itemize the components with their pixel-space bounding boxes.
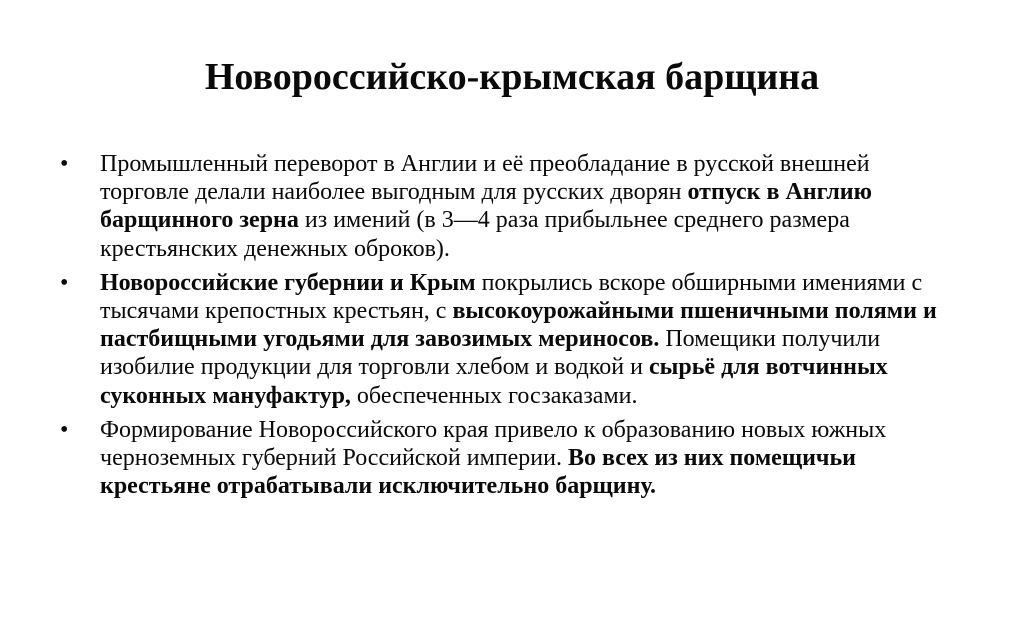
text-segment: Помещики получили изобилие продукции для торговли хлебом и водкой и: [100, 326, 881, 381]
bullet-item: [48, 150, 948, 263]
text-segment: Формирование Новороссийского края привело к образованию новых южных черноземных губерний Российской империи.: [100, 416, 887, 472]
bullet-marker-icon: •: [60, 269, 69, 296]
slide-title: Новороссийско-крымская барщина: [204, 56, 820, 98]
bullet-marker-icon: •: [60, 416, 69, 443]
bold-text-segment: Во всех из них помещичьи крестьяне отрабатывали исключительно барщину.: [100, 445, 856, 500]
text-segment: из имений (в 3—4 раза прибыльнее среднего размера крестьянских денежных оброков).: [100, 207, 850, 262]
bullet-marker-icon: •: [60, 151, 69, 177]
text-segment: Промышленный переворот в Англии и её преобладание в русской внешней торговле делали наиболее выгодным для русских дворян: [100, 151, 870, 206]
bold-text-segment: Новороссийские губернии и Крым: [100, 269, 476, 296]
bullet-item: [48, 269, 948, 410]
bullet-item: [48, 416, 948, 501]
text-segment: обеспеченных госзаказами.: [350, 382, 638, 409]
bullet-text: [100, 151, 872, 262]
bold-text-segment: отпуск в Англию барщинного зерна: [100, 179, 872, 234]
bold-text-segment: высокоурожайными пшеничными полями и пастбищными угодьями для завозимых мериносов.: [100, 298, 937, 353]
bullet-text: [100, 270, 937, 409]
text-segment: покрылись вскоре обширными имениями с тысячами крепостных крестьян, с: [100, 269, 923, 325]
bold-text-segment: сырьё для вотчинных суконных мануфактур,: [100, 354, 888, 409]
bullet-text: [100, 417, 886, 499]
bullet-list: [48, 150, 948, 506]
